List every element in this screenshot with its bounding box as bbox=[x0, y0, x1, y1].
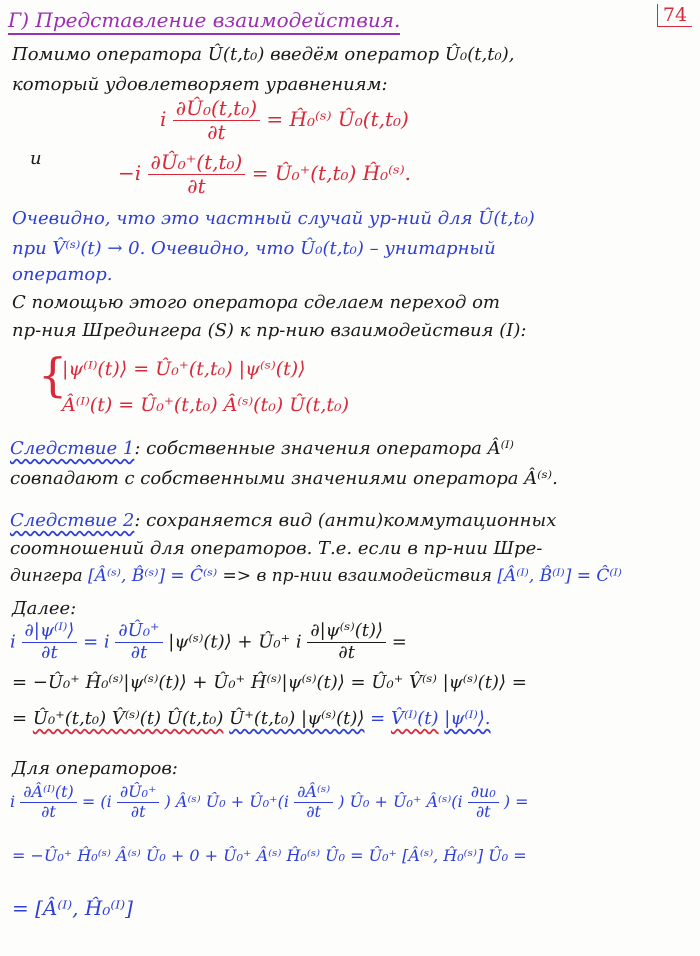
op-fraction-2-den: ∂t bbox=[130, 801, 146, 821]
transition-line-2: пр-ния Шредингера (S) к пр-нию взаимодействия (I): bbox=[12, 320, 527, 341]
psi-fraction-3 bbox=[307, 622, 386, 663]
psi-rest-1: |ψ⁽ˢ⁾(t)⟩ + Û₀⁺ i bbox=[168, 631, 302, 653]
obvious-line-1: Очевидно, что это частный случай ур-ний для Û(t,t₀) bbox=[12, 208, 535, 229]
op-fraction-1-den: ∂t bbox=[41, 801, 56, 821]
operator-derivation-line-1 bbox=[10, 784, 529, 821]
eq1-denominator: ∂t bbox=[207, 120, 226, 144]
corollary-2-line-3-b: => в пр-нии взаимодействия bbox=[222, 566, 492, 586]
psi-line-3-v: V̂⁽ᴵ⁾(t) bbox=[390, 708, 439, 729]
psi-eq: = i bbox=[83, 631, 110, 653]
commutator-schrodinger: [Â⁽ˢ⁾, B̂⁽ˢ⁾] = Ĉ⁽ˢ⁾ bbox=[88, 566, 218, 586]
op-fraction-4-den: ∂t bbox=[475, 801, 491, 821]
psi-fraction-3-num: ∂|ψ⁽ˢ⁾(t)⟩ bbox=[307, 622, 386, 643]
op-rest-3: ) = bbox=[503, 791, 529, 811]
corollary-2-line-3-a: дингера bbox=[10, 566, 83, 586]
page-number: 74 bbox=[657, 4, 692, 27]
section-heading bbox=[8, 8, 400, 32]
corollary-2-line-3 bbox=[10, 566, 622, 586]
corollary-2-label: Следствие 2 bbox=[10, 510, 135, 531]
corollary-2-text: : сохраняется вид (анти)коммутационных bbox=[134, 510, 557, 531]
psi-fraction-3-den: ∂t bbox=[338, 641, 355, 663]
eq2-minus-i: −i bbox=[118, 161, 142, 185]
operator-derivation-line-2: = −Û₀⁺ Ĥ₀⁽ˢ⁾ Â⁽ˢ⁾ Û₀ + 0 + Û₀⁺ Â⁽ˢ⁾ Ĥ₀⁽ˢ⁾ Û₀ = Û₀⁺ [Â⁽ˢ⁾, Ĥ₀⁽ˢ⁾] Û₀ = bbox=[12, 846, 527, 865]
operator-derivation-line-3: = [Â⁽ᴵ⁾, Ĥ₀⁽ᴵ⁾] bbox=[12, 896, 133, 920]
psi-end: = bbox=[391, 631, 407, 653]
eq1-numerator: ∂Û₀(t,t₀) bbox=[173, 98, 260, 121]
psi-line-3-b: Û⁺(t,t₀) |ψ⁽ˢ⁾(t)⟩ bbox=[229, 708, 365, 729]
psi-fraction-2 bbox=[115, 622, 162, 663]
system-brace: { bbox=[38, 348, 68, 402]
section-heading-text: Г) Представление взаимодействия. bbox=[8, 8, 400, 35]
psi-derivation-line-2: = −Û₀⁺ Ĥ₀⁽ˢ⁾|ψ⁽ˢ⁾(t)⟩ + Û₀⁺ Ĥ⁽ˢ⁾|ψ⁽ˢ⁾(t)⟩ = Û₀⁺ V̂⁽ˢ⁾ |ψ⁽ˢ⁾(t)⟩ = bbox=[12, 672, 527, 693]
psi-fraction-2-den: ∂t bbox=[130, 641, 148, 663]
op-fraction-1-num: ∂Â⁽ᴵ⁾(t) bbox=[20, 784, 77, 803]
op-fraction-2-num: ∂Û₀⁺ bbox=[117, 784, 160, 803]
op-fraction-3-num: ∂Â⁽ˢ⁾ bbox=[294, 784, 333, 803]
eq2-denominator: ∂t bbox=[187, 174, 206, 198]
intro-line-2: который удовлетворяет уравнениям: bbox=[12, 74, 388, 95]
op-rest-2: ) Û₀ + Û₀⁺ Â⁽ˢ⁾(i bbox=[338, 791, 463, 811]
corollary-1-line-2: совпадают с собственными значениями оператора Â⁽ˢ⁾. bbox=[10, 468, 558, 489]
corollary-1-label: Следствие 1 bbox=[10, 438, 135, 459]
op-eq: = bbox=[81, 791, 96, 811]
psi-line-3-a: Û₀⁺(t,t₀) V̂⁽ˢ⁾(t) Û(t,t₀) bbox=[32, 708, 224, 729]
op-fraction-1 bbox=[20, 784, 77, 821]
eq1-rhs: = Ĥ₀⁽ˢ⁾ Û₀(t,t₀) bbox=[266, 107, 409, 131]
psi-line-3-c: = bbox=[370, 708, 386, 729]
eq1-i: i bbox=[160, 107, 167, 131]
psi-i: i bbox=[10, 631, 16, 653]
eq2-fraction bbox=[148, 152, 246, 197]
op-fraction-4 bbox=[468, 784, 499, 821]
intro-line-1: Помимо оператора Û(t,t₀) введём оператор Û₀(t,t₀), bbox=[12, 44, 515, 65]
op-i: i bbox=[10, 791, 16, 811]
psi-line-3-psi: |ψ⁽ᴵ⁾⟩. bbox=[444, 708, 491, 729]
corollary-2-line-2: соотношений для операторов. Т.е. если в пр-нии Шре- bbox=[10, 538, 543, 559]
eq2-numerator: ∂Û₀⁺(t,t₀) bbox=[148, 152, 246, 175]
op-paren-i: (i bbox=[100, 791, 112, 811]
corollary-2 bbox=[10, 510, 556, 531]
equation-2 bbox=[118, 152, 411, 197]
and-word: и bbox=[30, 148, 42, 169]
psi-line-3-eq: = bbox=[12, 708, 28, 729]
op-fraction-3 bbox=[294, 784, 333, 821]
system-eq-2: Â⁽ᴵ⁾(t) = Û₀⁺(t,t₀) Â⁽ˢ⁾(t₀) Û(t,t₀) bbox=[62, 394, 350, 416]
op-fraction-3-den: ∂t bbox=[306, 801, 321, 821]
corollary-1 bbox=[10, 438, 514, 459]
eq1-fraction bbox=[173, 98, 260, 143]
system-eq-1: |ψ⁽ᴵ⁾(t)⟩ = Û₀⁺(t,t₀) |ψ⁽ˢ⁾(t)⟩ bbox=[62, 358, 306, 380]
psi-fraction-2-num: ∂Û₀⁺ bbox=[115, 622, 162, 643]
for-operators-label: Для операторов: bbox=[12, 758, 178, 779]
obvious-line-3: оператор. bbox=[12, 264, 113, 285]
psi-fraction-1-num: ∂|ψ⁽ᴵ⁾⟩ bbox=[22, 622, 78, 643]
op-fraction-2 bbox=[117, 784, 160, 821]
corollary-1-text: : собственные значения оператора Â⁽ᴵ⁾ bbox=[134, 438, 514, 459]
psi-derivation-line-1 bbox=[10, 622, 407, 663]
transition-line-1: С помощью этого оператора сделаем переход от bbox=[12, 292, 501, 313]
equation-1 bbox=[160, 98, 409, 143]
further-label: Далее: bbox=[12, 598, 77, 619]
op-fraction-4-num: ∂u₀ bbox=[468, 784, 499, 803]
eq2-rhs: = Û₀⁺(t,t₀) Ĥ₀⁽ˢ⁾. bbox=[251, 161, 412, 185]
psi-fraction-1-den: ∂t bbox=[41, 641, 58, 663]
obvious-line-2: при V̂⁽ˢ⁾(t) → 0. Очевидно, что Û₀(t,t₀) – унитарный bbox=[12, 238, 496, 259]
psi-fraction-1 bbox=[22, 622, 78, 663]
op-rest-1: ) Â⁽ˢ⁾ Û₀ + Û₀⁺(i bbox=[164, 791, 289, 811]
psi-derivation-line-3 bbox=[12, 708, 491, 729]
commutator-interaction: [Â⁽ᴵ⁾, B̂⁽ᴵ⁾] = Ĉ⁽ᴵ⁾ bbox=[497, 566, 622, 586]
